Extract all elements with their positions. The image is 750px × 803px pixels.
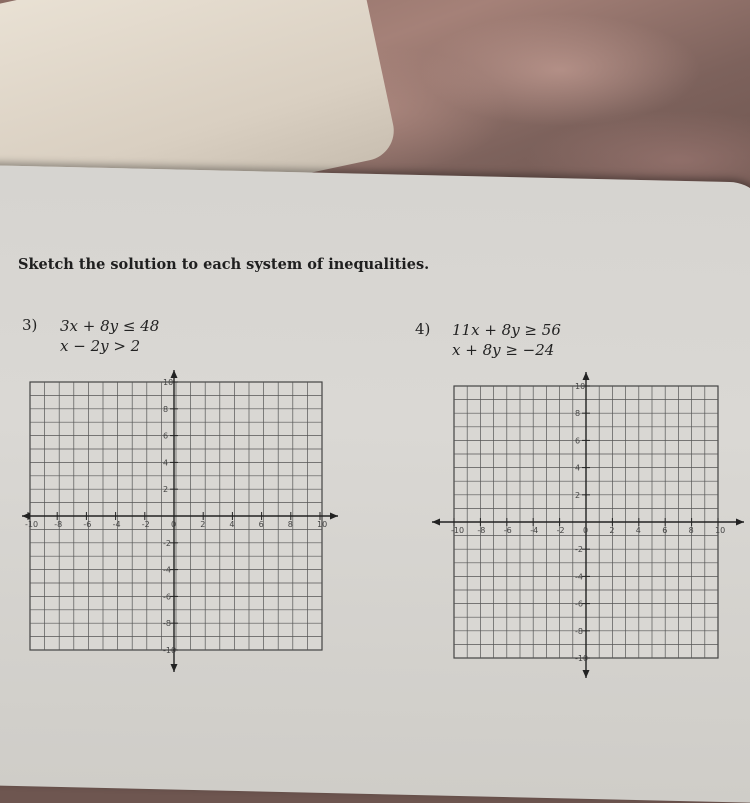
problem-3-y-tick-label: -8: [163, 619, 171, 629]
problem-4-x-tick-label: -8: [477, 526, 486, 535]
problem-4-x-axis-left-arrow: [432, 519, 440, 526]
problem-3-y-tick-label: 2: [163, 485, 169, 495]
problem-3-x-tick-label: -6: [83, 520, 92, 529]
problem-3-inequality-2: x − 2y > 2: [60, 337, 141, 355]
problem-4-y-tick-label: -6: [575, 599, 583, 609]
problem-4-x-tick-label: 10: [715, 526, 726, 535]
problem-4-y-tick-label: -2: [575, 545, 583, 555]
problem-3-y-tick-label: 10: [163, 378, 174, 387]
problem-4-y-tick-label: 6: [575, 436, 581, 446]
problem-3-x-tick-label: -2: [141, 520, 150, 529]
problem-4-number: 4): [415, 320, 431, 338]
problem-4-y-tick-label: -4: [575, 572, 583, 582]
problem-3-y-tick-label: 4: [163, 458, 169, 468]
problem-4-y-tick-label: 8: [575, 409, 581, 419]
problem-3-x-tick-label: 0: [171, 520, 177, 529]
problem-3-y-tick-label: -4: [163, 565, 171, 575]
problem-4-y-tick-label: 2: [575, 490, 581, 500]
problem-3-x-tick-label: 10: [317, 520, 328, 529]
problem-3-coordinate-grid: [22, 370, 342, 675]
problem-4-x-tick-label: 8: [688, 526, 694, 535]
problem-3-y-tick-label: -6: [163, 592, 171, 602]
problem-3-y-tick-label: -2: [163, 538, 171, 548]
problem-3-x-tick-label: -8: [54, 520, 63, 529]
problem-3-y-tick-label: -10: [163, 646, 177, 655]
problem-4-x-tick-label: 2: [609, 526, 615, 535]
problem-4-x-axis-right-arrow: [736, 519, 744, 526]
problem-3-x-tick-label: -4: [112, 520, 121, 529]
problem-4-y-axis-bottom-arrow: [583, 670, 590, 678]
problem-4-x-tick-label: 4: [635, 526, 641, 535]
problem-3-y-axis-bottom-arrow: [171, 664, 178, 672]
problem-3-x-tick-label: 4: [229, 520, 235, 529]
problem-4-inequality-2: x + 8y ≥ −24: [452, 341, 555, 359]
problem-4-inequalities: [452, 320, 561, 360]
problem-4-x-tick-label: -6: [503, 526, 512, 535]
problem-3-inequalities: [60, 316, 159, 356]
problem-3-x-tick-label: 8: [287, 520, 293, 529]
problem-4-x-tick-label: -4: [530, 526, 539, 535]
problem-3-y-tick-label: 8: [163, 404, 169, 414]
problem-3-x-tick-label: 2: [200, 520, 206, 529]
problem-3-number: 3): [22, 316, 38, 334]
problem-3-x-axis-left-arrow: [22, 513, 30, 520]
problem-3-x-axis-right-arrow: [330, 513, 338, 520]
problem-3-x-tick-label: -10: [25, 520, 39, 529]
instruction-text: Sketch the solution to each system of inequalities.: [18, 256, 430, 273]
problem-3-inequality-1: 3x + 8y ≤ 48: [60, 317, 160, 335]
problem-4-y-tick-label: -8: [575, 626, 583, 636]
problem-3-y-axis-top-arrow: [171, 370, 178, 378]
problem-4-y-tick-label: -10: [575, 654, 589, 663]
problem-3-x-tick-label: 6: [258, 520, 264, 529]
problem-4-inequality-1: 11x + 8y ≥ 56: [452, 321, 561, 339]
problem-4-x-tick-label: 6: [662, 526, 668, 535]
problem-4-x-tick-label: 0: [583, 526, 589, 535]
problem-4-x-tick-label: -2: [556, 526, 565, 535]
problem-4-y-axis-top-arrow: [583, 372, 590, 380]
problem-4-y-tick-label: 10: [575, 382, 586, 391]
problem-3-y-tick-label: 6: [163, 431, 169, 441]
problem-4-y-tick-label: 4: [575, 463, 581, 473]
problem-4-coordinate-grid: [430, 372, 750, 682]
problem-4-x-tick-label: -10: [451, 526, 465, 535]
